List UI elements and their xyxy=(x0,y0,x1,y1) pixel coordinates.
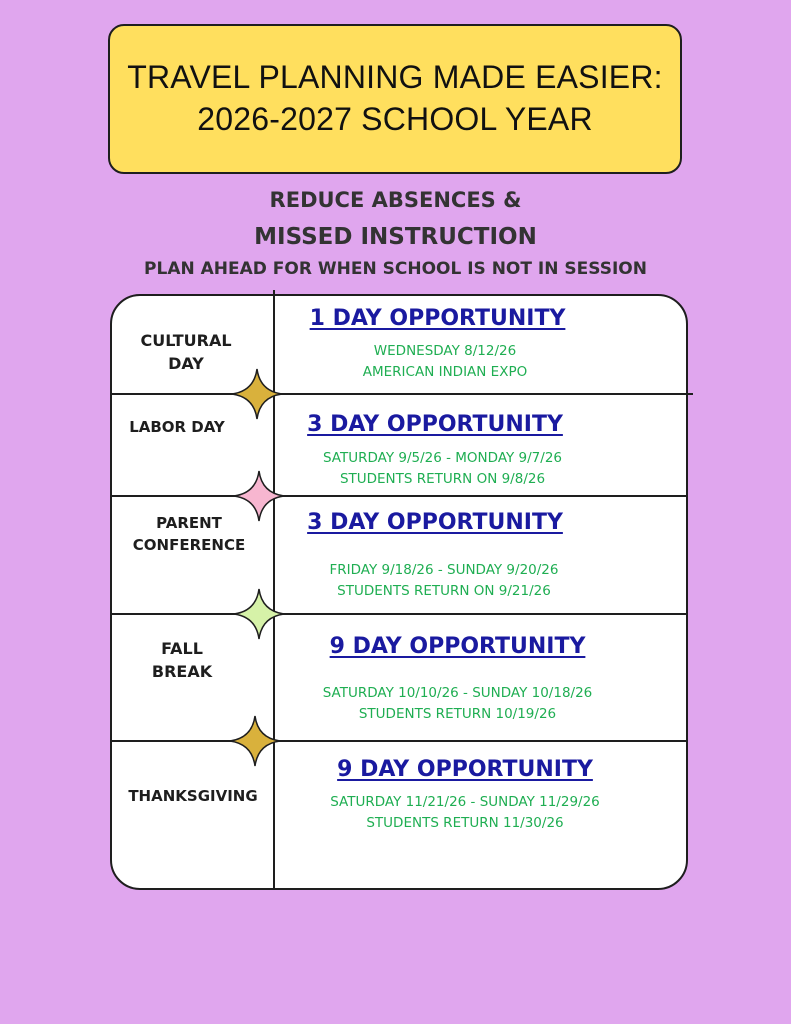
row-divider-2 xyxy=(110,495,688,497)
row-label-line: FALL xyxy=(161,639,203,658)
opportunity-title: 9 DAY OPPORTUNITY xyxy=(329,634,586,659)
opportunity-title: 9 DAY OPPORTUNITY xyxy=(337,757,593,782)
title-line-1: TRAVEL PLANNING MADE EASIER: xyxy=(127,59,663,96)
star-green-icon xyxy=(232,587,286,641)
opportunity-title: 1 DAY OPPORTUNITY xyxy=(309,306,566,331)
opportunity-title: 3 DAY OPPORTUNITY xyxy=(307,412,563,437)
star-gold-icon xyxy=(228,714,282,768)
row-label-line: BREAK xyxy=(151,662,213,682)
detail-line-2: STUDENTS RETURN ON 9/21/26 xyxy=(337,583,551,599)
detail-line-2: STUDENTS RETURN 11/30/26 xyxy=(366,815,564,831)
row-divider-4 xyxy=(110,740,688,742)
detail-line-2: STUDENTS RETURN ON 9/8/26 xyxy=(339,471,546,487)
row-label-line: CULTURAL xyxy=(140,331,232,350)
detail-line-1: SATURDAY 10/10/26 - SUNDAY 10/18/26 xyxy=(322,685,593,701)
subheading-line-2: MISSED INSTRUCTION xyxy=(254,224,537,250)
detail-line-1: SATURDAY 11/21/26 - SUNDAY 11/29/26 xyxy=(330,794,600,810)
subheading-line-1: REDUCE ABSENCES & xyxy=(269,188,522,212)
detail-line-2: STUDENTS RETURN 10/19/26 xyxy=(358,706,557,722)
row-label-line: PARENT xyxy=(156,514,222,532)
row-label-line: DAY xyxy=(168,354,204,374)
title-line-2: 2026-2027 SCHOOL YEAR xyxy=(197,101,593,137)
row-divider-3 xyxy=(110,613,688,615)
detail-line-2: AMERICAN INDIAN EXPO xyxy=(362,364,528,380)
detail-line-1: SATURDAY 9/5/26 - MONDAY 9/7/26 xyxy=(322,450,562,466)
row-divider-1 xyxy=(110,393,693,395)
star-pink-icon xyxy=(232,469,286,523)
row-label-line: LABOR DAY xyxy=(129,418,225,436)
detail-line-1: WEDNESDAY 8/12/26 xyxy=(373,343,517,359)
star-gold-icon xyxy=(230,367,284,421)
subheading-line-3: PLAN AHEAD FOR WHEN SCHOOL IS NOT IN SESSION xyxy=(144,259,647,279)
row-label-line: THANKSGIVING xyxy=(128,787,258,805)
row-label-fall-break xyxy=(116,637,248,683)
row-label-line: CONFERENCE xyxy=(132,535,246,554)
row-label-thanksgiving xyxy=(114,786,272,808)
opportunity-title: 3 DAY OPPORTUNITY xyxy=(307,510,563,535)
detail-line-1: FRIDAY 9/18/26 - SUNDAY 9/20/26 xyxy=(329,562,559,578)
title-box xyxy=(108,24,682,174)
row-label-labor-day xyxy=(114,417,240,439)
